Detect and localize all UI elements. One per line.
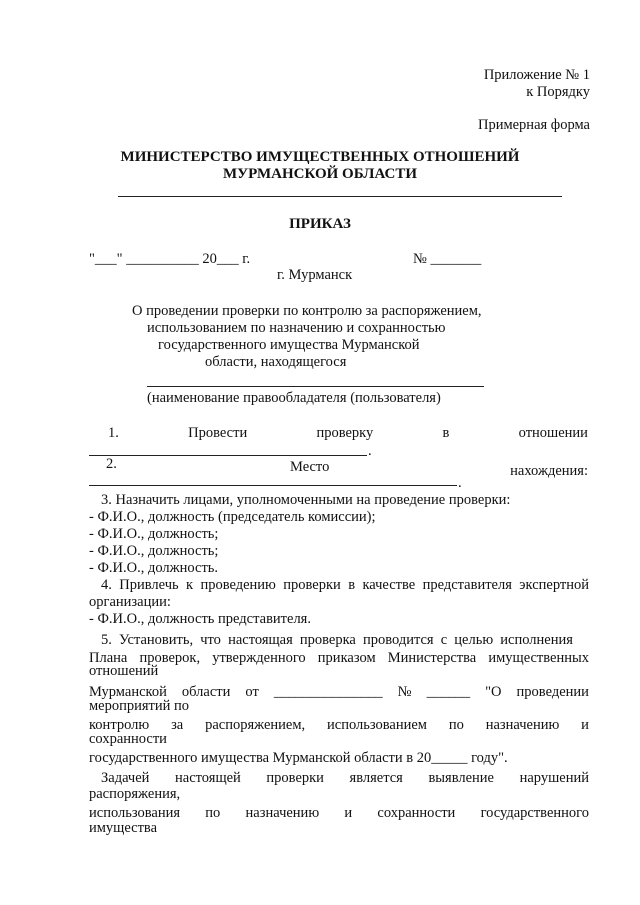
task-word: государственного [480,805,589,821]
task-line1 [101,770,589,787]
order-city: г. Мурманск [277,267,353,283]
item5-word: "О [485,684,502,700]
item3-member: - Ф.И.О., должность; [89,526,219,542]
item4-word: в [348,577,356,593]
item5-word: проведении [516,684,589,700]
item5-word: целью [454,632,494,648]
header-divider [118,196,562,197]
item1-word: проверку [316,425,374,441]
item4-word: Привлечь [119,577,179,593]
item4-word: экспертной [519,577,589,593]
item5-word: проверок, [139,650,201,666]
item5-word: от [245,684,259,700]
item4-line1 [101,577,589,594]
item5-word: настоящая [228,632,293,648]
item5-line8: государственного имущества Мурманской области в 20_____ году". [89,750,508,766]
item2-line-end: . [458,475,462,491]
item4-member: - Ф.И.О., должность представителя. [89,611,311,627]
item2-word: нахождения: [510,463,588,479]
task-word: проверки [266,770,324,786]
item5-word: приказом [317,650,376,666]
item5-word: назначению [485,717,560,733]
task-word: сохранности [377,805,456,821]
order-date: "___" __________ 20___ г. [89,251,251,267]
holder-name-line [147,386,484,387]
item5-word: Министерства [387,650,477,666]
item5-word: Установить, [119,632,194,648]
item5-word: ______ [426,684,471,700]
item1-word: отношении [518,425,588,441]
item5-word: по [448,717,464,733]
item4-word: качестве [362,577,416,593]
subject-line4: области, находящегося [205,354,347,370]
item4-word: проверки [283,577,341,593]
item3-member: - Ф.И.О., должность (председатель комиссии); [89,509,376,525]
item5-word: _______________ [273,684,383,700]
item5-word: распоряжением, [205,717,306,733]
item1-line-end: . [368,443,372,459]
item2-fill-line [89,485,457,486]
task-word: настоящей [175,770,241,786]
task-word: и [344,805,353,821]
item5-word: использованием [327,717,427,733]
item5-line2 [89,650,589,667]
item1-word: Провести [188,425,248,441]
order-title: ПРИКАЗ [289,216,351,232]
item5-word: с [440,632,448,648]
item2-word: Место [290,459,330,475]
item1-number: 1. [108,425,119,441]
item5-word: проверка [299,632,356,648]
item5-word: исполнения [500,632,573,648]
subject-line1: О проведении проверки по контролю за распоряжением, [132,303,482,319]
item5-line1 [101,632,573,649]
task-line2: распоряжения, [89,786,181,802]
item3-member: - Ф.И.О., должность. [89,560,219,576]
item3-text: 3. Назначить лицами, уполномоченными на проведение проверки: [101,492,511,508]
item5-word: 5. [101,632,112,648]
subject-line2: использованием по назначению и сохранностью [147,320,446,336]
item4-word: к [186,577,194,593]
task-line4: имущества [89,820,158,836]
task-word: Задачей [101,770,150,786]
appendix-number: Приложение № 1 [483,67,590,83]
item5-word: имущественных [488,650,589,666]
item5-word: проводится [362,632,434,648]
item1-fill-line [89,455,367,456]
appendix-reference: к Порядку [526,84,590,100]
item4-word: 4. [101,577,112,593]
task-word: использования [89,805,181,821]
task-word: нарушений [519,770,589,786]
ministry-title-line1: МИНИСТЕРСТВО ИМУЩЕСТВЕННЫХ ОТНОШЕНИЙ [120,149,520,165]
item5-line5: мероприятий по [89,698,190,714]
task-word: является [349,770,403,786]
item5-word: что [200,632,221,648]
item5-word: утвержденного [212,650,306,666]
item5-word: за [171,717,184,733]
item1-line [108,425,588,442]
item5-word: № [397,684,412,700]
item4-line2: организации: [89,594,171,610]
task-word: по [205,805,221,821]
holder-caption: (наименование правообладателя (пользователя) [147,390,441,406]
item4-word: представителя [422,577,512,593]
task-word: назначению [245,805,320,821]
subject-line3: государственного имущества Мурманской [158,337,420,353]
task-word: выявление [428,770,494,786]
task-line3 [89,805,589,822]
item4-word: проведению [200,577,276,593]
item5-word: контролю [89,717,150,733]
order-number: № _______ [413,251,482,267]
item5-line3: отношений [89,663,159,679]
item5-word: области [181,684,231,700]
item5-line7: сохранности [89,731,167,747]
item1-word: в [442,425,450,441]
item5-word: и [581,717,589,733]
form-type: Примерная форма [477,117,590,133]
item2-number: 2. [106,456,117,472]
ministry-title-line2: МУРМАНСКОЙ ОБЛАСТИ [222,166,418,182]
item5-word: Плана [89,650,128,666]
item3-member: - Ф.И.О., должность; [89,543,219,559]
item5-word: Мурманской [89,684,167,700]
